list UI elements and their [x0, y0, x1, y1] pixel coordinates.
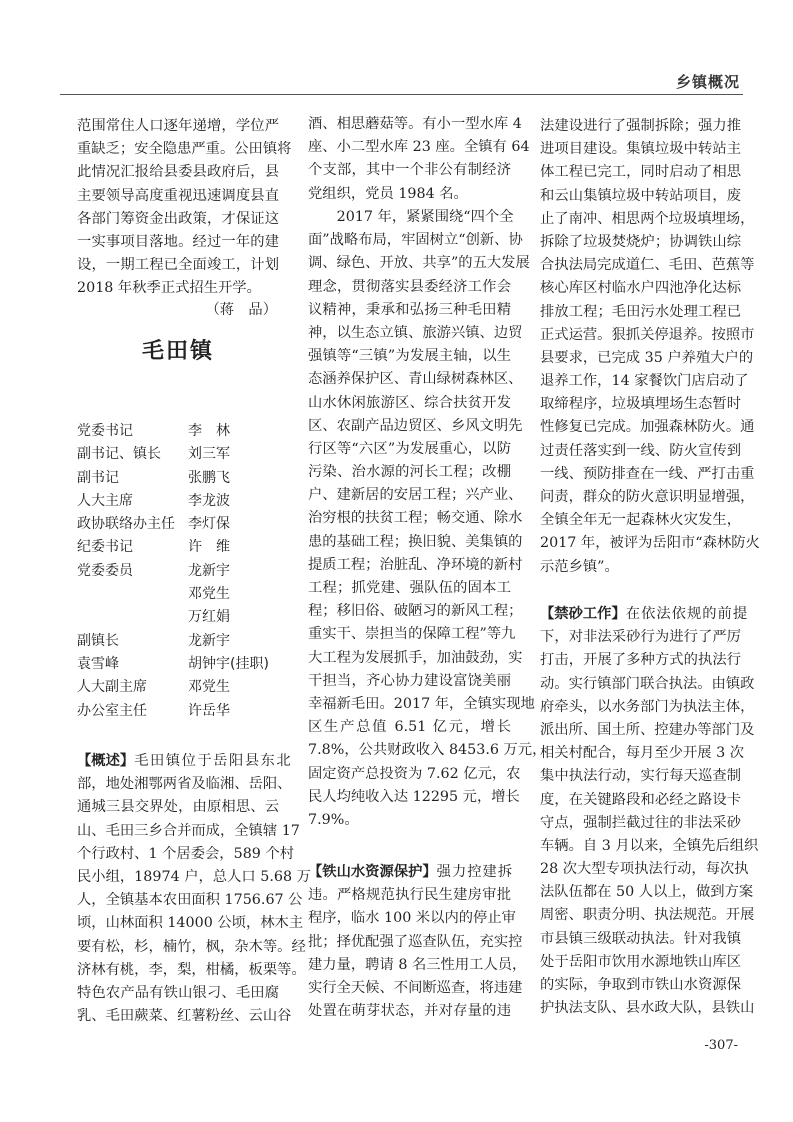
- text-line: 户、建新居的安居工程；兴产业、: [308, 487, 523, 504]
- official-row: [77, 583, 287, 606]
- official-row: [77, 443, 287, 466]
- text-line: 范围常住人口逐年递增，学位严: [77, 118, 279, 134]
- official-name: 刘三军: [188, 446, 230, 463]
- text-line: 违。严格规范执行民生建房审批: [308, 887, 511, 904]
- text-line: 特色农产品有铁山银刁、毛田腐: [77, 984, 279, 1001]
- text-line: 各部门筹资金出政策，才保证这: [77, 210, 279, 227]
- text-line: 2018 年秋季正式招生开学。: [77, 280, 261, 297]
- official-role: 党委委员: [77, 562, 133, 579]
- text-line: 和云山集镇垃圾中转站项目，废: [540, 187, 741, 204]
- text-line: 7.9%。: [308, 811, 359, 828]
- text-line: 2017 年，被评为岳阳市“森林防火: [540, 535, 760, 552]
- text-line: 座、小二型水库 23 座。全镇有 64: [308, 139, 530, 156]
- overview-first-line: [77, 750, 293, 773]
- text-line: 28 次大型专项执法行动，每次执: [540, 861, 749, 878]
- text-line: 程；移旧俗、破陋习的新风工程；: [308, 603, 523, 620]
- official-name: 龙新宇: [188, 562, 230, 579]
- text-line: 7.8%，公共财政收入 8453.6 万元，: [308, 742, 547, 759]
- official-name: 邓党生: [188, 679, 230, 696]
- official-row: [77, 653, 287, 676]
- official-role: 人大主席: [77, 492, 133, 509]
- text-line: 济林有桃，李，梨，柑橘，板栗等。: [77, 961, 306, 978]
- text-line: 主要领导高度重视迅速调度县直: [77, 187, 279, 204]
- text-line: 度，在关键路段和必经之路设卡: [540, 791, 741, 808]
- official-row: [77, 467, 287, 490]
- text-line: 民小组，18974 户，总人口 5.68 万: [77, 868, 311, 885]
- official-name: 许 维: [188, 539, 230, 556]
- text-line: 固定资产总投资为 7.62 亿元，农: [308, 765, 521, 782]
- official-row: [77, 490, 287, 513]
- text-line: 排放工程；毛田污水处理工程已: [540, 303, 741, 320]
- official-role: 副镇长: [77, 632, 119, 649]
- official-name: 许岳华: [188, 702, 230, 719]
- official-role: 政协联络办主任: [77, 516, 175, 533]
- water-protection-continued: [540, 115, 760, 579]
- text-line: 核心库区村临水户四池净化达标: [540, 280, 741, 297]
- text-line: 区生产总值 6.51 亿元，增长: [308, 719, 511, 736]
- article-title: 毛田镇: [141, 339, 214, 364]
- text-line: 幸福新毛田。2017 年，全镇实现地: [308, 695, 535, 712]
- text-line: 示范乡镇”。: [540, 558, 619, 575]
- text-line: 山、毛田三乡合并而成，全镇辖 17: [77, 822, 300, 839]
- text-line: 部，地处湘鄂两省及临湘、岳阳、: [77, 776, 292, 793]
- text-line: 治穷根的扶贫工程；畅交通、除水: [308, 510, 523, 527]
- water-protection-section: [308, 861, 527, 1023]
- text-line: 调、绿色、开放、共享”的五大发展: [308, 255, 530, 272]
- text-line: 理念，贯彻落实县委经济工作会: [308, 278, 511, 295]
- official-name: 张鹏飞: [188, 469, 230, 486]
- text-line: 车辆。自 3 月以来，全镇先后组织: [540, 837, 759, 854]
- text-line: 一线、预防排查在一线、严打击重: [540, 465, 755, 482]
- official-row: [77, 606, 287, 629]
- sand-first-text: 在依法依规的前提: [625, 606, 749, 622]
- text-line: 退养工作，14 家餐饮门店启动了: [540, 373, 749, 390]
- text-line: 取缔程序，垃圾填埋场生态暂时: [540, 396, 741, 413]
- text-line: 处于岳阳市饮用水源地铁山库区: [540, 953, 741, 970]
- official-row: [77, 630, 287, 653]
- text-line: 体工程已完工，同时启动了相思: [540, 164, 741, 181]
- text-line: 全镇全年无一起森林火灾发生，: [540, 512, 741, 529]
- text-line: 府牵头，以水务部门为执法主体，: [540, 698, 755, 715]
- text-line: 态涵养保护区、青山绿树森林区、: [308, 371, 523, 388]
- official-name: 龙新宇: [188, 632, 230, 649]
- official-role: 办公室主任: [77, 702, 147, 719]
- text-line: 干担当，齐心协力建设富饶美丽: [308, 672, 511, 689]
- text-line: 设，一期工程已全面竣工，计划: [77, 257, 279, 274]
- official-name: 胡钟宇(挂职): [188, 655, 269, 672]
- official-row: [77, 676, 287, 699]
- text-line: 大工程为发展抓手，加油鼓劲，实: [308, 649, 523, 666]
- text-line: 重缺乏；安全隐患严重。公田镇将: [77, 141, 292, 158]
- text-line: 行区等“六区”为发展重心，以防: [308, 440, 511, 457]
- water-first-line: [308, 861, 514, 884]
- overview-section: [77, 750, 311, 1028]
- page-number: -307-: [704, 1038, 738, 1053]
- text-line: 过责任落实到一线、防火宣传到: [540, 442, 741, 459]
- text-line: 守点，强制拦截过往的非法采砂: [540, 814, 741, 831]
- text-line: 神，以生态立镇、旅游兴镇、边贸: [308, 324, 523, 341]
- water-body: [308, 884, 527, 1023]
- text-line: 下，对非法采砂行为进行了严厉: [540, 629, 741, 646]
- text-line: 处置在萌芽状态，并对存量的违: [308, 1003, 511, 1020]
- text-line: 周密、职责分明、执法规范。开展: [540, 907, 755, 924]
- official-name: 李 林: [188, 423, 230, 439]
- text-line: 县要求，已完成 35 户养殖大户的: [540, 349, 754, 366]
- text-line: 护执法支队、县水政大队，县铁山: [540, 1000, 755, 1017]
- text-line: 面”战略布局，牢固树立“创新、协: [308, 232, 523, 249]
- text-line: 性修复已完成。加强森林防火。通: [540, 419, 755, 436]
- official-row: [77, 420, 287, 443]
- text-line: 拆除了垃圾焚烧炉；协调铁山综: [540, 233, 741, 250]
- text-line: 法队伍都在 50 人以上，做到方案: [540, 884, 754, 901]
- text-line: 动。实行镇部门联合执法。由镇政: [540, 675, 755, 692]
- text-line: 实行全天候、不间断巡查，将违建: [308, 979, 523, 996]
- sand-first-line: [540, 603, 749, 626]
- official-row: [77, 700, 287, 723]
- text-line: 打击，开展了多种方式的执法行: [540, 652, 741, 669]
- official-role: 袁雪峰: [77, 655, 119, 672]
- official-name: 万红娟: [188, 609, 230, 626]
- sand-mining-section: [540, 603, 759, 1020]
- text-line: 进项目建设。集镇垃圾中转站主: [540, 141, 741, 158]
- official-name: 李龙波: [188, 492, 230, 509]
- sand-body: [540, 626, 759, 1020]
- text-line: 通城三县交界处，由原相思、云: [77, 799, 279, 816]
- text-line: 工程；抓党建、强队伍的固本工: [308, 580, 511, 596]
- official-role: 副书记、镇长: [77, 446, 161, 463]
- overview-continued: [308, 113, 530, 206]
- text-line: 法建设进行了强制拆除；强力推: [540, 118, 741, 134]
- official-role: 人大副主席: [77, 679, 147, 696]
- text-line: 个行政村、1 个居委会，589 个村: [77, 845, 295, 862]
- development-paragraph: [308, 206, 547, 832]
- water-first-text: 强力控建拆: [436, 864, 514, 880]
- text-line: 相关村配合，每月至少开展 3 次: [540, 745, 745, 762]
- text-line: 酒、相思蘑菇等。有小一型水库 4: [308, 116, 522, 132]
- official-role: 党委书记: [77, 423, 133, 439]
- text-line: 派出所、国土所、控建办等部门及: [540, 721, 755, 738]
- text-line: 提质工程；治脏乱、净环境的新村: [308, 556, 523, 573]
- text-line: 要有松，杉，楠竹，枫，杂木等。经: [77, 938, 306, 955]
- text-line: 强镇等“三镇”为发展主轴，以生: [308, 348, 511, 365]
- text-line: 患的基础工程；换旧貌、美集镇的: [308, 533, 523, 550]
- text-line: 污染、治水源的河长工程；改棚: [308, 464, 511, 481]
- text-line: 集中执法行动，实行每天巡查制: [540, 768, 741, 785]
- overview-body: [77, 773, 311, 1028]
- official-role: 纪委书记: [77, 539, 133, 556]
- overview-first-text: 毛田镇位于岳阳县东北: [134, 753, 293, 769]
- text-line: 合执法局完成道仁、毛田、芭蕉等: [540, 257, 755, 274]
- text-line: 市县镇三级联动执法。针对我镇: [540, 930, 741, 947]
- text-line: 人，全镇基本农田面积 1756.67 公: [77, 892, 303, 909]
- text-line: 建力量，聘请 8 名三性用工人员，: [308, 956, 527, 973]
- water-heading: 【铁山水资源保护】: [308, 864, 437, 880]
- official-name: 李灯保: [188, 516, 230, 533]
- header-rule: [60, 94, 743, 95]
- text-line: 乳、毛田蕨菜、红薯粉丝、云山谷: [77, 1008, 292, 1025]
- text-line: 区、农副产品边贸区、乡风文明先: [308, 417, 523, 434]
- official-row: [77, 513, 287, 536]
- text-line: 顷，山林面积 14000 公顷，林木主: [77, 915, 304, 932]
- text-line: 问责，群众的防火意识明显增强，: [540, 489, 755, 505]
- text-line: 民人均纯收入达 12295 元，增长: [308, 788, 520, 805]
- official-row: [77, 560, 287, 583]
- intro-paragraph: [77, 115, 292, 301]
- officials-list: [77, 420, 287, 723]
- sand-heading: 【禁砂工作】: [540, 606, 626, 622]
- text-line: 程序，临水 100 米以内的停止审: [308, 910, 516, 927]
- official-row: [77, 536, 287, 559]
- official-role: 副书记: [77, 469, 119, 486]
- text-line: 2017 年，紧紧围绕“四个全: [308, 209, 514, 225]
- text-line: 此情况汇报给县委县政府后，县: [77, 164, 279, 181]
- text-line: 批；择优配强了巡查队伍，充实控: [308, 933, 523, 950]
- official-name: 邓党生: [188, 586, 230, 603]
- text-line: 一实事项目落地。经过一年的建: [77, 233, 279, 250]
- section-title: 乡镇概况: [675, 73, 740, 91]
- text-line: 山水休闲旅游区、综合扶贫开发: [308, 394, 511, 411]
- text-line: 议精神，秉承和弘扬三种毛田精: [308, 301, 511, 318]
- overview-heading: 【概述】: [77, 753, 135, 769]
- text-line: 重实干、崇担当的保障工程”等九: [308, 626, 516, 643]
- text-line: 党组织，党员 1984 名。: [308, 185, 468, 202]
- text-line: 止了南冲、相思两个垃圾填埋场，: [540, 210, 755, 227]
- text-line: 个支部，其中一个非公有制经济: [308, 162, 511, 179]
- text-line: 的实际，争取到市铁山水资源保: [540, 977, 741, 993]
- author-credit: （蒋 品）: [205, 302, 277, 318]
- text-line: 正式运营。狠抓关停退养。按照市: [540, 326, 755, 343]
